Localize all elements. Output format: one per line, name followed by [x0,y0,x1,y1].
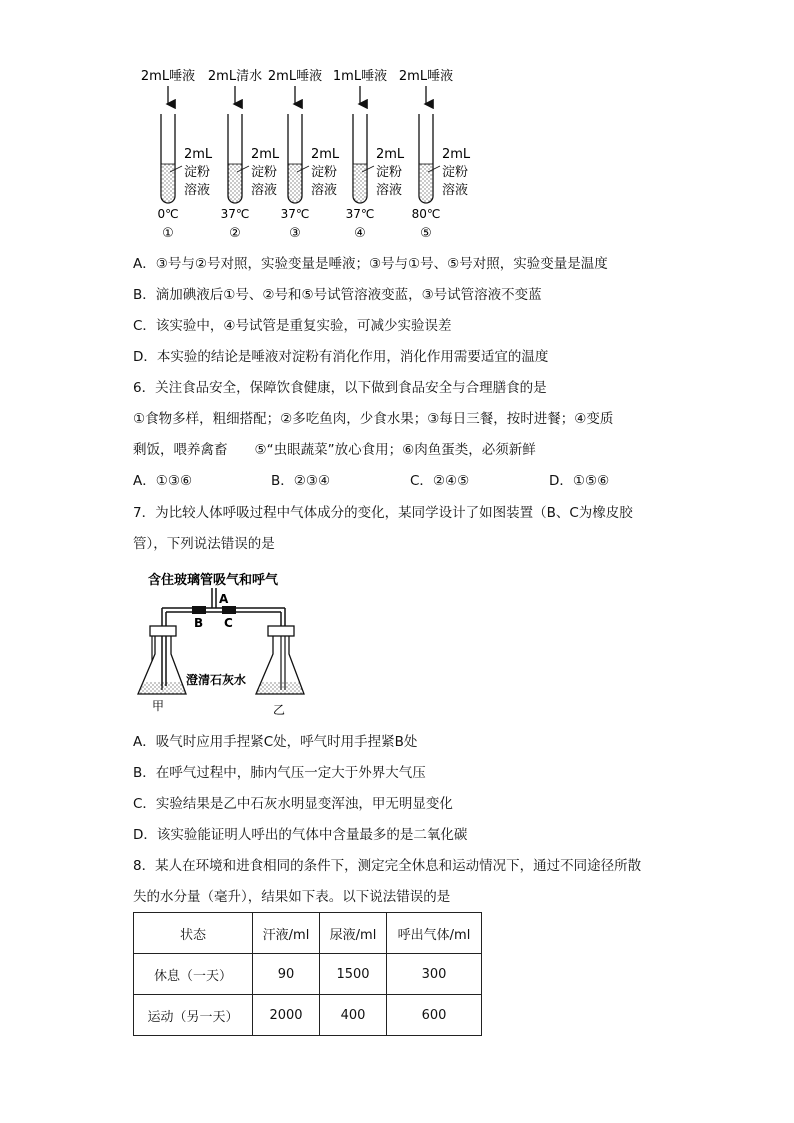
q7-stem-line1: 7．为比较人体呼吸过程中气体成分的变化，某同学设计了如图装置（B、C为橡皮胶 [133,505,633,521]
q6-line2: 剩饭，喂养禽畜 ⑤“虫眼蔬菜”放心食用；⑥肉鱼蛋类，必须新鲜 [133,442,536,458]
header-sweat: 汗液/ml [253,913,320,954]
table-row [134,954,482,995]
tube-liquid [228,164,242,203]
tube-side-label: 淀粉 [184,165,211,180]
table-cell: 休息（一天） [134,954,253,995]
tube-top-label: 2mL唾液 [398,69,454,84]
tube-top-label: 2mL清水 [207,69,263,84]
q6-option-b: B．②③④ [271,473,331,489]
water-loss-table [133,912,482,1036]
tube-top-label: 2mL唾液 [140,69,196,84]
table-cell: 1500 [320,954,387,995]
label-jia: 甲 [152,699,165,713]
q7-option-b: B．在呼气过程中，肺内气压一定大于外界大气压 [133,765,426,781]
tube-side-label: 溶液 [251,183,278,198]
test-tube-4 [333,68,405,241]
tube-side-label: 溶液 [376,183,403,198]
tube-side-label: 2mL [442,147,471,162]
tube-temp-label: 37℃ [280,207,310,221]
q6-stem: 6．关注食品安全，保障饮食健康，以下做到食品安全与合理膳食的是 [133,380,547,396]
breathing-apparatus-figure [130,566,310,716]
tube-top-label: 2mL唾液 [267,69,323,84]
tube-number: ② [229,226,241,241]
tube-number: ④ [354,226,366,241]
header-state: 状态 [134,913,253,954]
rubber-tube-b [192,606,206,614]
test-tube-5 [399,68,471,241]
q8-stem-line1: 8．某人在环境和进食相同的条件下，测定完全休息和运动情况下，通过不同途径所散 [133,858,642,874]
apparatus-title: 含住玻璃管吸气和呼气 [148,573,279,588]
tube-temp-label: 0℃ [157,207,179,221]
tube-side-label: 淀粉 [311,165,338,180]
q5-option-d: D．本实验的结论是唾液对淀粉有消化作用，消化作用需要适宜的温度 [133,349,549,365]
q6-option-c: C．②④⑤ [410,473,470,489]
label-b: B [194,616,204,630]
q5-option-b: B．滴加碘液后①号、②号和⑤号试管溶液变蓝，③号试管溶液不变蓝 [133,287,542,303]
table-cell: 运动（另一天） [134,995,253,1036]
tube-liquid [288,164,302,203]
label-c: C [224,616,233,630]
tube-liquid [353,164,367,203]
tube-side-label: 2mL [311,147,340,162]
test-tube-figure [128,60,488,250]
label-a: A [219,592,229,606]
table-row [134,995,482,1036]
header-breath: 呼出气体/ml [387,913,482,954]
header-urine: 尿液/ml [320,913,387,954]
label-yi: 乙 [273,703,286,716]
table-cell: 90 [253,954,320,995]
q7-option-c: C．实验结果是乙中石灰水明显变浑浊，甲无明显变化 [133,796,453,812]
q5-option-c: C．该实验中，④号试管是重复实验，可减少实验误差 [133,318,452,334]
q7-option-d: D．该实验能证明人呼出的气体中含量最多的是二氧化碳 [133,827,468,843]
tube-temp-label: 37℃ [220,207,250,221]
test-tube-1 [141,68,213,241]
q6-option-d: D．①⑤⑥ [549,473,610,489]
tube-liquid [419,164,433,203]
tube-top-label: 1mL唾液 [332,69,388,84]
table-cell: 600 [387,995,482,1036]
table-header-row [134,913,482,954]
tube-side-label: 溶液 [442,183,469,198]
tube-side-label: 2mL [251,147,280,162]
tube-number: ③ [289,226,301,241]
rubber-tube-c [222,606,236,614]
tube-temp-label: 37℃ [345,207,375,221]
table-cell: 2000 [253,995,320,1036]
tube-liquid [161,164,175,203]
q8-stem-line2: 失的水分量（毫升），结果如下表。以下说法错误的是 [133,889,451,905]
table-cell: 400 [320,995,387,1036]
tube-number: ⑤ [420,226,432,241]
q7-stem-line2: 管），下列说法错误的是 [133,536,275,552]
q6-option-a: A．①③⑥ [133,473,193,489]
label-limewater: 澄清石灰水 [186,673,247,687]
tube-side-label: 淀粉 [442,165,469,180]
tube-side-label: 淀粉 [251,165,278,180]
tube-temp-label: 80℃ [411,207,441,221]
q5-option-a: A．③号与②号对照，实验变量是唾液；③号与①号、⑤号对照，实验变量是温度 [133,256,608,272]
table-cell: 300 [387,954,482,995]
test-tube-2 [208,68,280,241]
flask-right [256,626,304,694]
tube-side-label: 淀粉 [376,165,403,180]
q7-option-a: A．吸气时应用手捏紧C处，呼气时用手捏紧B处 [133,734,418,750]
q6-line1: ①食物多样，粗细搭配；②多吃鱼肉，少食水果；③每日三餐，按时进餐；④变质 [133,411,614,427]
tube-side-label: 溶液 [311,183,338,198]
tube-number: ① [162,226,174,241]
tube-side-label: 2mL [376,147,405,162]
tube-side-label: 溶液 [184,183,211,198]
tube-side-label: 2mL [184,147,213,162]
